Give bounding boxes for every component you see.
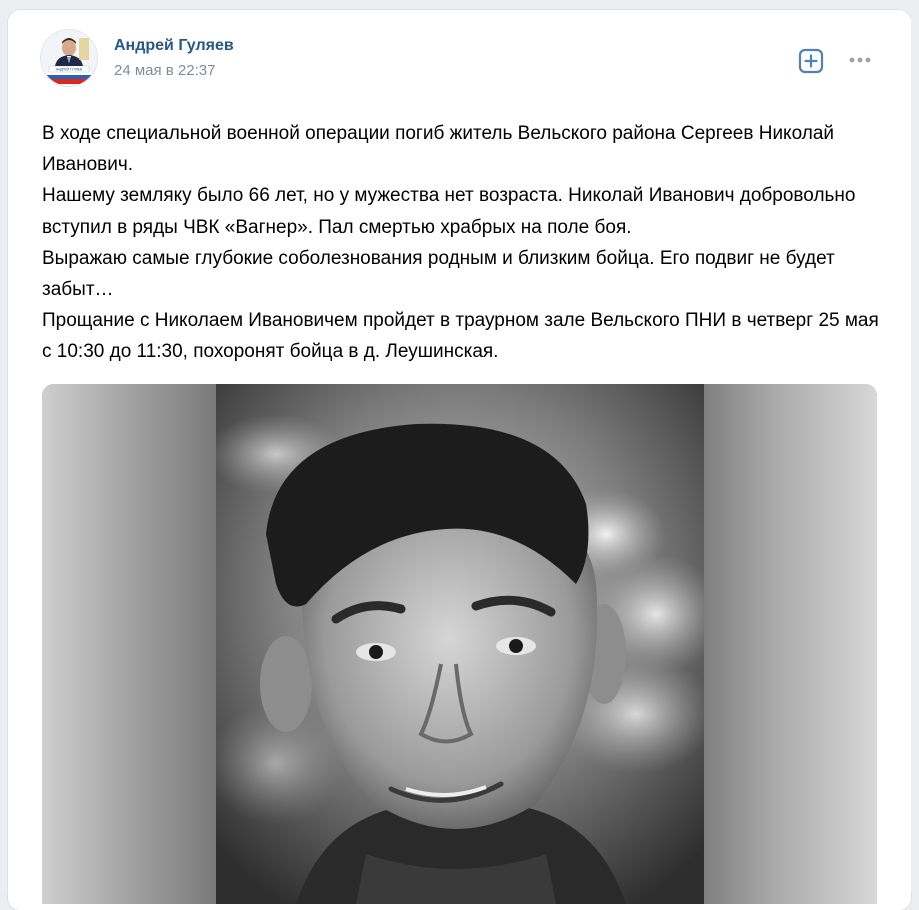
post-paragraph: Нашему земляку было 66 лет, но у мужества нет возраста. Николай Иванович добровольно вступил в ряды ЧВК «Вагнер». Пал смертью храбрых на поле боя. (42, 185, 856, 238)
post-card (8, 10, 911, 910)
post-date[interactable]: 24 мая в 22:37 (114, 62, 216, 79)
avatar-image (41, 30, 97, 86)
post-photo[interactable] (42, 384, 877, 904)
more-actions-button[interactable] (846, 48, 874, 72)
author-name[interactable]: Андрей Гуляев (114, 37, 234, 54)
plus-square-icon (797, 47, 825, 75)
more-horizontal-icon (846, 48, 874, 72)
page-right-edge (911, 0, 919, 892)
post-paragraph: Прощание с Николаем Ивановичем пройдет в траурном зале Вельского ПНИ в четверг 25 мая с 10:30 до 11:30, похоронят бойца в д. Леушинская. (42, 310, 879, 363)
post-text (42, 118, 882, 368)
portrait-photo (216, 384, 704, 904)
photo-blur-right (704, 384, 877, 904)
post-paragraph: Выражаю самые глубокие соболезнования родным и близким бойца. Его подвиг не будет забыт… (42, 247, 835, 301)
post-paragraph: В ходе специальной военной операции погиб житель Вельского района Сергеев Николай Иванович. (42, 123, 834, 176)
author-avatar[interactable] (41, 30, 97, 86)
add-to-bookmarks-button[interactable] (797, 47, 825, 75)
avatar-banner-text: АНДРЕЙ ГУЛЯЕВ (55, 67, 83, 72)
photo-blur-left (42, 384, 216, 904)
